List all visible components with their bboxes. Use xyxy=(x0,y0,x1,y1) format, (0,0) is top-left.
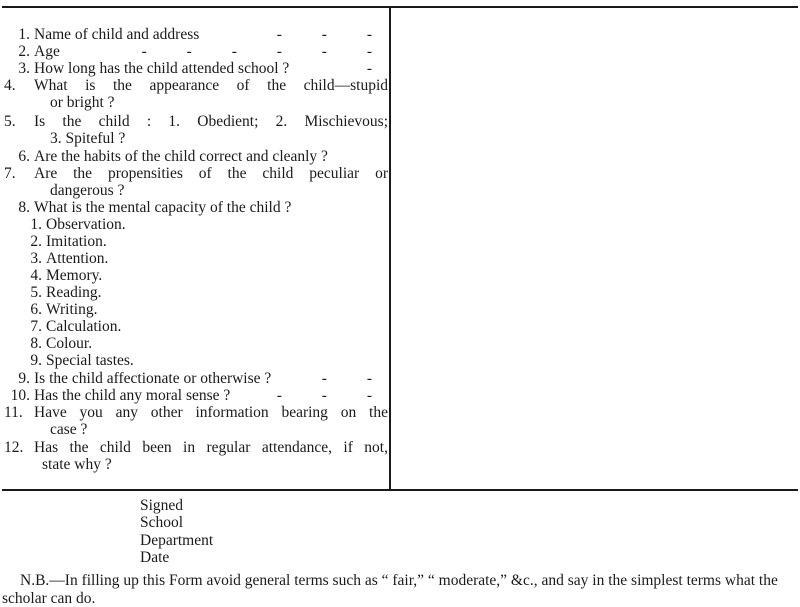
question-11: 11. Have you any other information bearing on the xyxy=(4,404,388,421)
question-6: 6. Are the habits of the child correct and cleanly ? xyxy=(18,148,328,165)
capacity-item: 7. Calculation. xyxy=(30,318,122,335)
question-12: 12. Has the child been in regular attendance, if not, xyxy=(4,439,388,456)
question-2: 2. Age - - - - - - xyxy=(18,43,390,60)
question-5: 5. Is the child : 1. Obedient; 2. Mischievous; xyxy=(4,113,388,130)
school-label: School xyxy=(140,514,184,531)
question-7: 7. Are the propensities of the child peculiar or xyxy=(4,165,388,182)
question-10: 10. Has the child any moral sense ? - - - xyxy=(10,387,390,404)
question-7-continuation: dangerous ? xyxy=(50,182,125,199)
capacity-item: 3. Attention. xyxy=(30,250,109,267)
capacity-item: 4. Memory. xyxy=(30,267,103,284)
column-divider xyxy=(389,7,391,490)
signed-label: Signed xyxy=(140,497,184,514)
capacity-item: 5. Reading. xyxy=(30,284,102,301)
question-11-continuation: case ? xyxy=(50,421,88,438)
nb-note: N.B.—In filling up this Form avoid general terms such as “ fair,” “ moderate,” &c., and say in the simplest terms what the scholar can do. xyxy=(2,572,778,607)
question-4-continuation: or bright ? xyxy=(50,94,115,111)
question-12-continuation: state why ? xyxy=(42,456,112,473)
capacity-item: 8. Colour. xyxy=(30,335,93,352)
bottom-rule xyxy=(2,489,798,491)
department-label: Department xyxy=(140,532,214,549)
capacity-item: 1. Observation. xyxy=(30,216,126,233)
question-1: 1. Name of child and address - - - xyxy=(18,26,390,43)
question-4: 4. What is the appearance of the child—stupid xyxy=(4,77,388,94)
top-rule xyxy=(2,6,798,8)
capacity-item: 9. Special tastes. xyxy=(30,352,134,369)
question-5-continuation: 3. Spiteful ? xyxy=(50,130,126,147)
capacity-item: 6. Writing. xyxy=(30,301,98,318)
question-8: 8. What is the mental capacity of the child ? xyxy=(18,199,292,216)
question-9: 9. Is the child affectionate or otherwise ? - - xyxy=(18,370,390,387)
capacity-item: 2. Imitation. xyxy=(30,233,107,250)
date-label: Date xyxy=(140,549,170,566)
question-3: 3. How long has the child attended school ? - xyxy=(18,60,390,77)
